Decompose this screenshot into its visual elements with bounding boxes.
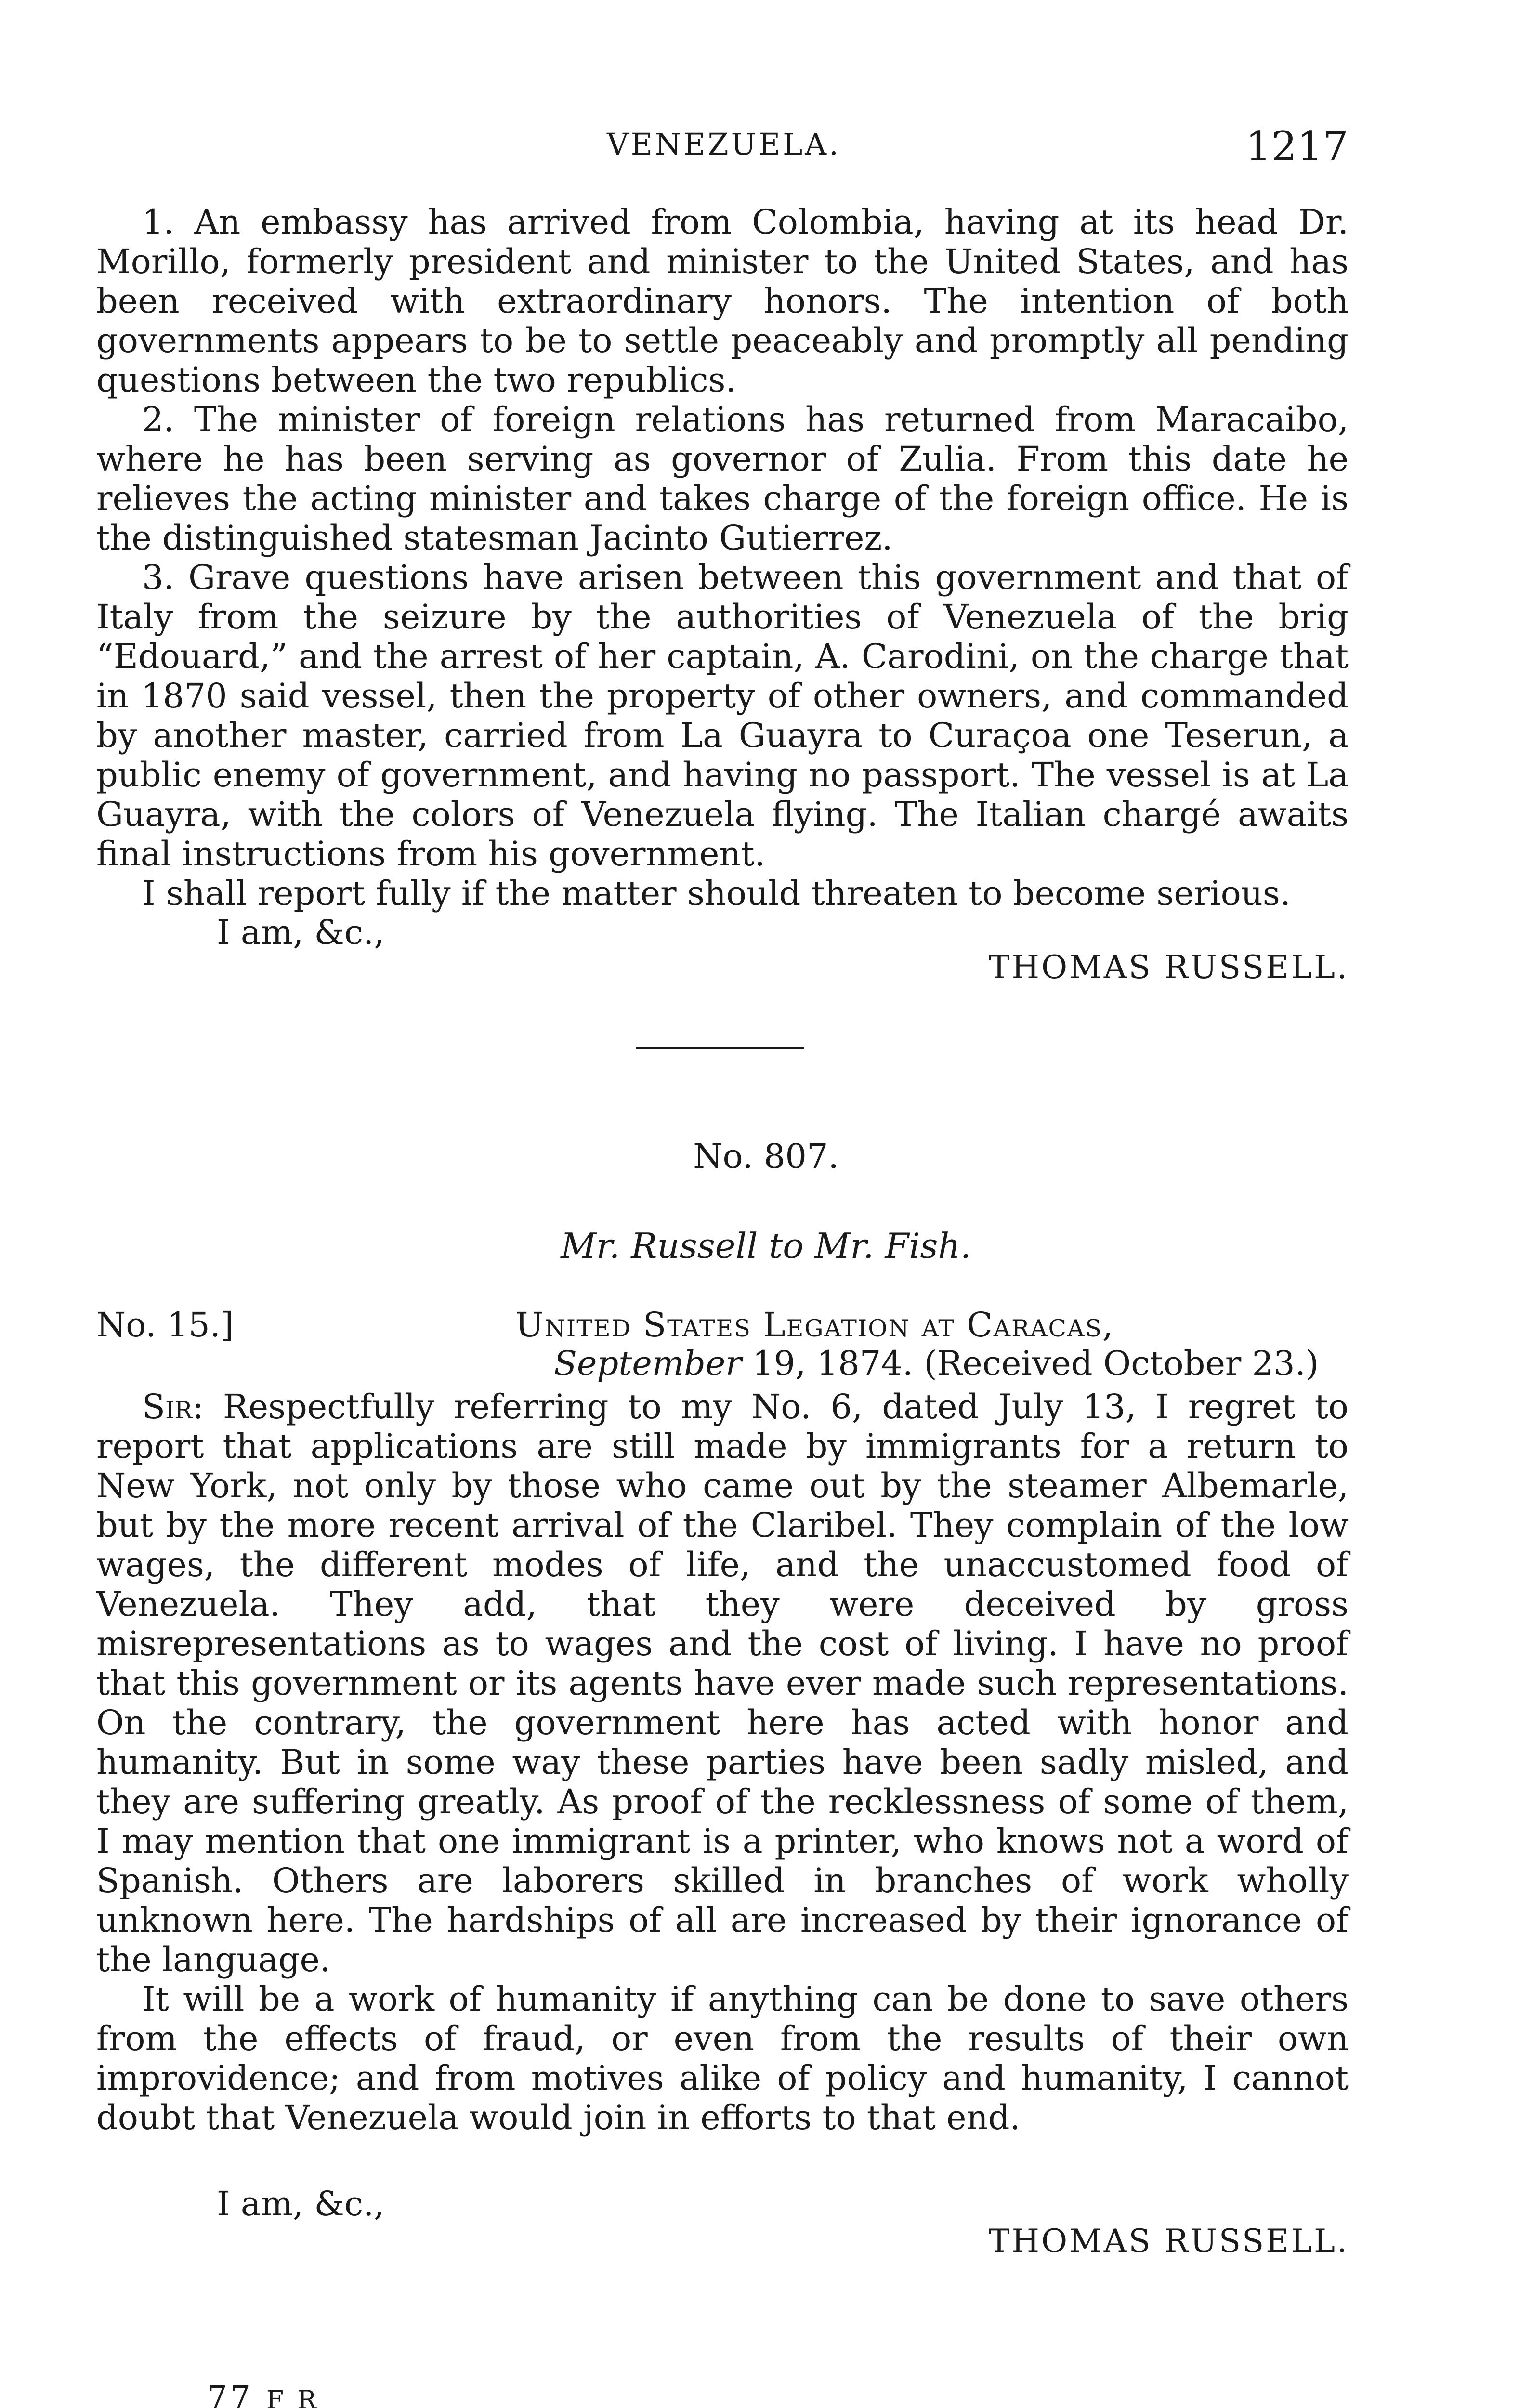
section-divider — [636, 1047, 804, 1049]
correspondents-heading: Mr. Russell to Mr. Fish. — [561, 1226, 971, 1266]
running-head: VENEZUELA. — [607, 127, 841, 162]
second-letter-paragraph-1 — [96, 1387, 1349, 1979]
page-header — [96, 123, 1349, 176]
signature-mark — [207, 2379, 319, 2408]
first-letter-paragraph-4: I shall report fully if the matter should threaten to become serious. — [142, 874, 1291, 913]
first-letter-signature: THOMAS RUSSELL. — [988, 949, 1349, 986]
second-letter-paragraph-2: It will be a work of humanity if anything can be done to save others from the effects of fraud, or even from the results of their own improvidence; and from motives alike of policy and humanity, I cannot doubt that Venezuela would join in efforts to that end. — [96, 1979, 1349, 2137]
second-letter-signature: THOMAS RUSSELL. — [988, 2223, 1349, 2260]
signature-mark-letters: F R — [266, 2386, 319, 2408]
document-number: No. 807. — [693, 1137, 839, 1176]
salutation: Sir — [142, 1387, 193, 1426]
first-letter-closing: I am, &c., — [217, 913, 385, 952]
dateline-rest: 19, 1874. (Received October 23.) — [752, 1344, 1319, 1383]
first-letter-paragraph-1: 1. An embassy has arrived from Colombia, having at its head Dr. Morillo, formerly president and minister to the United States, and has been received with extraordinary honors. The intention of both governments appears to be to settle peaceably and promptly all pending questions between the two republics. — [96, 202, 1349, 400]
page-number: 1217 — [1245, 123, 1349, 170]
signature-mark-number: 77 — [207, 2379, 253, 2408]
first-letter-paragraph-3: 3. Grave questions have arisen between this government and that of Italy from the seizure by the authorities of Venezuela of the brig “Edouard,” and the arrest of her captain, A. Carodini, on the charge that in 1870 said vessel, then the property of other owners, and commanded by another master, carried from La Guayra to Curaçoa one Teserun, a public enemy of government, and having no passport. The vessel is at La Guayra, with the colors of Venezuela flying. The Italian chargé awaits final instructions from his government. — [96, 558, 1349, 874]
second-letter-paragraph-1-text: : Respectfully referring to my No. 6, dated July 13, I regret to report that applications are still made by immigrants for a return to New York, not only by those who came out by the steamer Albemarle, but by the more recent arrival of the Claribel. They complain of the low wages, the different modes of life, and the unaccustomed food of Venezuela. They add, that they were deceived by gross misrepresentations as to wages and the cost of living. I have no proof that this government or its agents have ever made such representations. On the contrary, the government here has acted with honor and humanity. But in some way these parties have been sadly misled, and they are suffering greatly. As proof of the recklessness of some of them, I may mention that one immigrant is a printer, who knows not a word of Spanish. Others are laborers skilled in branches of work wholly unknown here. The hardships of all are increased by their ignorance of the language. — [96, 1387, 1349, 1979]
dateline — [554, 1344, 1319, 1383]
dispatch-number: No. 15.] — [96, 1305, 234, 1345]
second-letter-body — [96, 1387, 1349, 2137]
legation-heading: United States Legation at Caracas, — [515, 1305, 1114, 1345]
first-letter-paragraph-2: 2. The minister of foreign relations has returned from Maracaibo, where he has been serving as governor of Zulia. From this date he relieves the acting minister and takes charge of the foreign office. He is the distinguished statesman Jacinto Gutierrez. — [96, 400, 1349, 558]
dateline-month: September — [554, 1344, 742, 1383]
first-letter-body — [96, 202, 1349, 913]
second-letter-closing: I am, &c., — [217, 2184, 385, 2224]
